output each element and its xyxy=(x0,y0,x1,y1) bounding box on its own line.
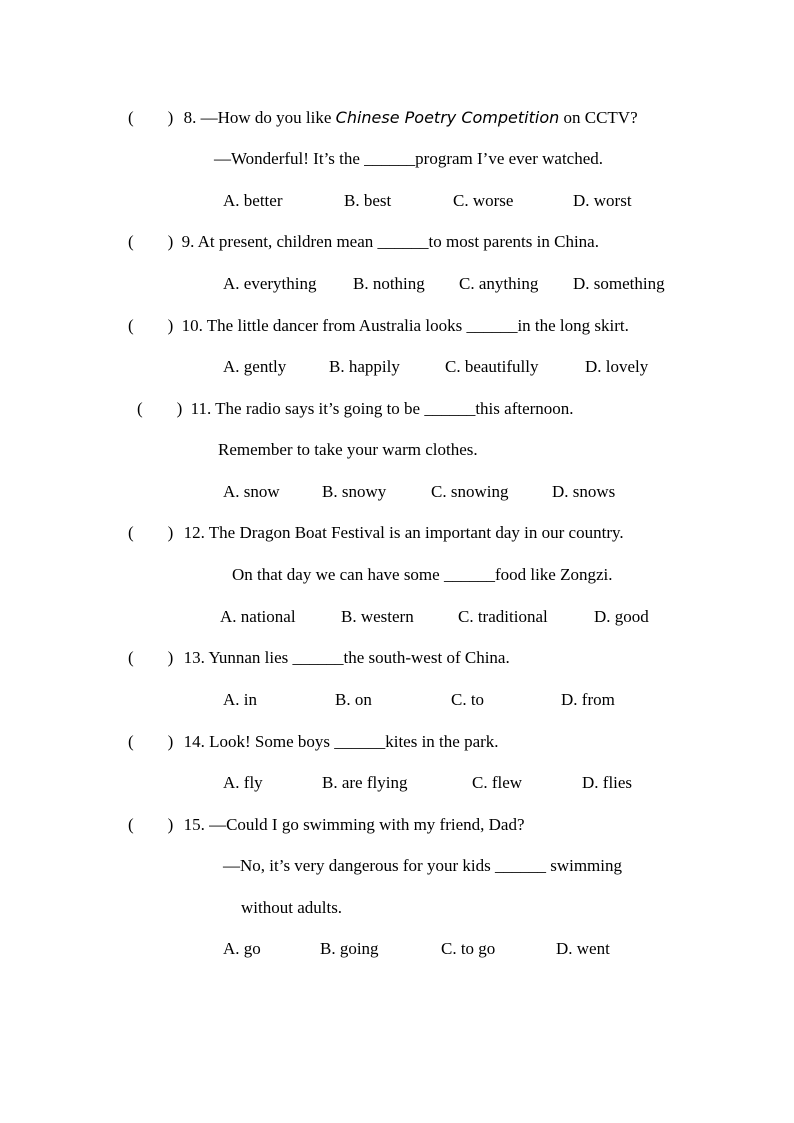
question-number: 14. xyxy=(183,732,205,751)
question-text: —Could I go swimming with my friend, Dad? xyxy=(209,815,525,834)
program-title: Chinese Poetry Competition xyxy=(335,108,560,127)
option-c[interactable]: C. to xyxy=(451,690,485,709)
question-15-stem xyxy=(128,815,525,835)
answer-paren-right: ) xyxy=(167,523,174,542)
question-text: The Dragon Boat Festival is an important day in our country. xyxy=(208,523,624,542)
question-text: Look! Some boys ______kites in the park. xyxy=(209,732,499,751)
question-8-stem xyxy=(128,108,638,128)
question-number: 8. xyxy=(183,108,197,127)
option-b[interactable]: B. nothing xyxy=(353,274,425,293)
option-c[interactable]: C. beautifully xyxy=(445,357,539,376)
answer-paren-right: ) xyxy=(167,232,174,251)
question-8-line-2: —Wonderful! It’s the ______program I’ve ever watched. xyxy=(214,149,604,168)
option-a[interactable]: A. fly xyxy=(223,773,263,792)
question-number: 12. xyxy=(183,523,205,542)
question-text: on CCTV? xyxy=(559,108,638,127)
answer-paren-right: ) xyxy=(176,399,183,418)
option-b[interactable]: B. western xyxy=(341,607,414,626)
answer-paren-right: ) xyxy=(167,648,174,667)
question-12-stem xyxy=(128,523,624,543)
answer-paren-left: ( xyxy=(128,815,134,834)
option-b[interactable]: B. best xyxy=(344,191,392,210)
answer-paren-left: ( xyxy=(137,399,143,418)
option-b[interactable]: B. are flying xyxy=(322,773,408,792)
question-15-line-2: —No, it’s very dangerous for your kids ______ swimming xyxy=(223,856,622,875)
question-11-stem xyxy=(137,399,574,419)
option-d[interactable]: D. snows xyxy=(552,482,616,501)
answer-paren-right: ) xyxy=(167,108,174,127)
option-b[interactable]: B. on xyxy=(335,690,372,709)
option-c[interactable]: C. anything xyxy=(459,274,539,293)
option-d[interactable]: D. something xyxy=(573,274,665,293)
option-b[interactable]: B. happily xyxy=(329,357,400,376)
question-12-line-2: On that day we can have some ______food like Zongzi. xyxy=(232,565,613,584)
answer-paren-left: ( xyxy=(128,316,134,335)
answer-paren-right: ) xyxy=(167,732,174,751)
answer-paren-left: ( xyxy=(128,108,134,127)
answer-paren-right: ) xyxy=(167,815,174,834)
option-c[interactable]: C. traditional xyxy=(458,607,548,626)
question-10-stem xyxy=(128,316,629,336)
option-d[interactable]: D. from xyxy=(561,690,615,709)
answer-paren-left: ( xyxy=(128,648,134,667)
question-text: —How do you like xyxy=(200,108,336,127)
question-text: At present, children mean ______to most parents in China. xyxy=(197,232,599,251)
question-number: 15. xyxy=(183,815,205,834)
option-a[interactable]: A. everything xyxy=(223,274,317,293)
option-a[interactable]: A. in xyxy=(223,690,257,709)
question-number: 11. xyxy=(190,399,212,418)
option-a[interactable]: A. gently xyxy=(223,357,287,376)
option-b[interactable]: B. snowy xyxy=(322,482,387,501)
option-d[interactable]: D. flies xyxy=(582,773,633,792)
option-c[interactable]: C. to go xyxy=(441,939,496,958)
option-c[interactable]: C. flew xyxy=(472,773,523,792)
question-14-stem xyxy=(128,732,499,752)
option-d[interactable]: D. good xyxy=(594,607,649,626)
question-text: The radio says it’s going to be ______this afternoon. xyxy=(215,399,574,418)
option-a[interactable]: A. better xyxy=(223,191,283,210)
answer-paren-right: ) xyxy=(167,316,174,335)
option-a[interactable]: A. snow xyxy=(223,482,280,501)
question-text: The little dancer from Australia looks ______in the long skirt. xyxy=(206,316,629,335)
option-b[interactable]: B. going xyxy=(320,939,379,958)
question-9-stem xyxy=(128,232,599,252)
option-d[interactable]: D. went xyxy=(556,939,610,958)
question-15-line-3: without adults. xyxy=(241,898,343,917)
option-d[interactable]: D. lovely xyxy=(585,357,649,376)
question-11-line-2: Remember to take your warm clothes. xyxy=(218,440,478,459)
question-13-stem xyxy=(128,648,510,668)
answer-paren-left: ( xyxy=(128,732,134,751)
answer-paren-left: ( xyxy=(128,232,134,251)
question-number: 13. xyxy=(183,648,205,667)
option-a[interactable]: A. go xyxy=(223,939,261,958)
option-d[interactable]: D. worst xyxy=(573,191,632,210)
answer-paren-left: ( xyxy=(128,523,134,542)
option-c[interactable]: C. snowing xyxy=(431,482,509,501)
question-number: 10. xyxy=(181,316,203,335)
option-a[interactable]: A. national xyxy=(220,607,296,626)
question-text: Yunnan lies ______the south-west of China. xyxy=(208,648,510,667)
option-c[interactable]: C. worse xyxy=(453,191,514,210)
question-number: 9. xyxy=(181,232,195,251)
